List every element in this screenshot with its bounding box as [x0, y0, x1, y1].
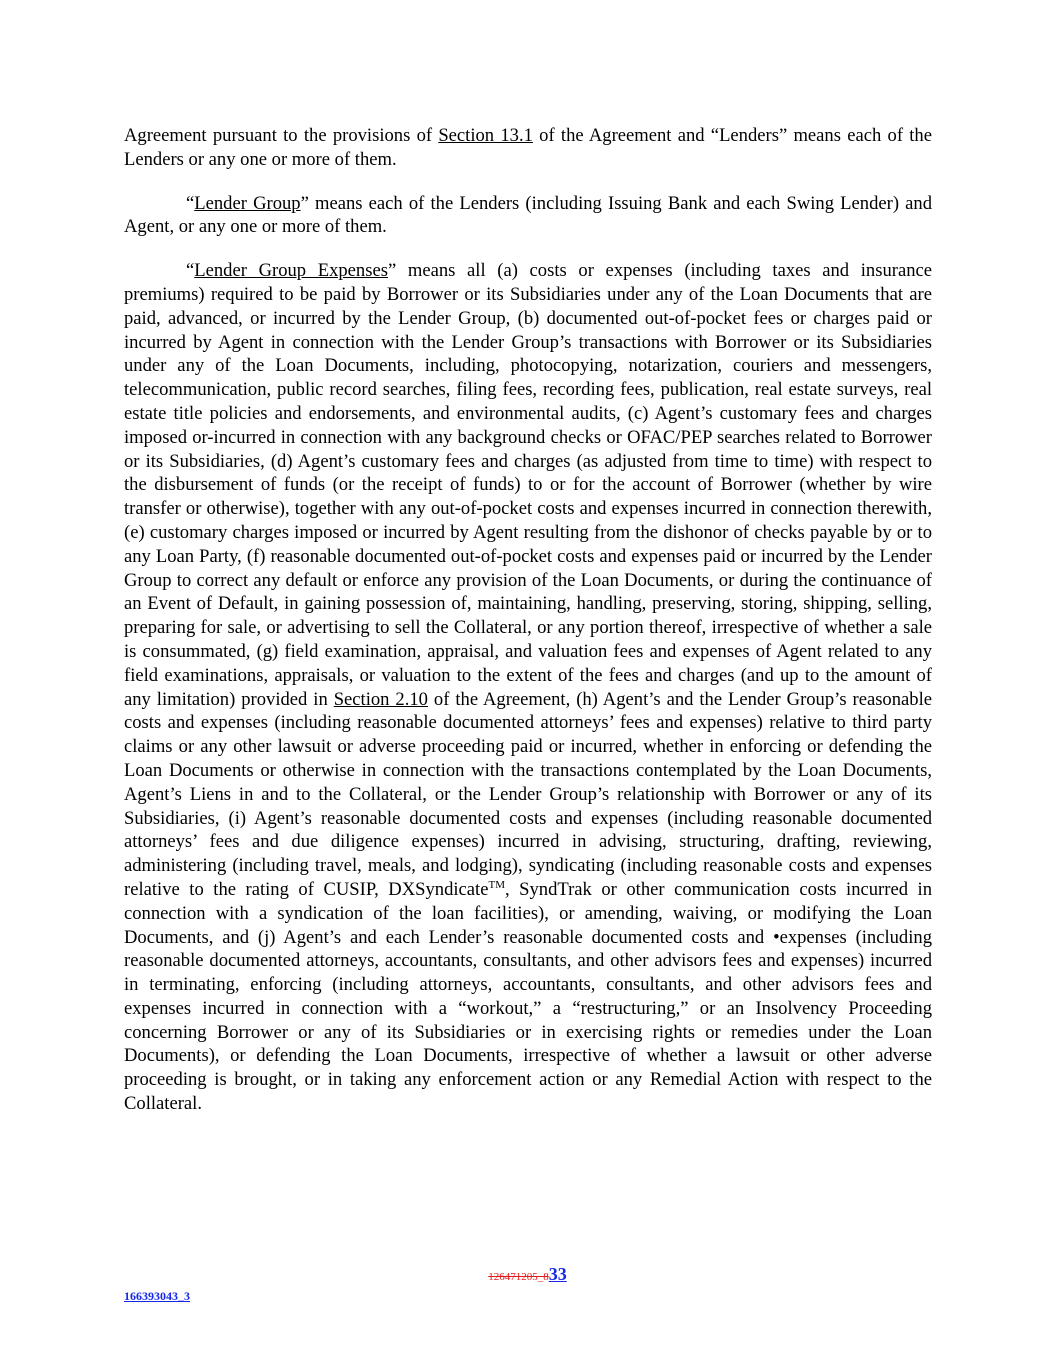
definition-text: of the Agreement, (h) Agent’s and the Lender Group’s reasonable costs and expenses (including reasonable documented attorneys’ fees and expenses) relative to third party claims or any other lawsuit or adverse proceeding paid or incurred, whether in enforcing or defending the Loan Documents or otherwise in connection with the transactions contemplated by the Loan Documents, Agent’s Liens in and to the Collateral, or the Lender Group’s relationship with Borrower or any of its Subsidiaries, (i) Agent’s reasonable documented costs and expenses (including reasonable documented attorneys’ fees and due diligence expenses) incurred in advising, structuring, drafting, reviewing, administering (including travel, meals, and lodging), syndicating (including reasonable costs and expenses relative to the rating of CUSIP, DXSyndicate	[124, 688, 932, 900]
trademark-superscript: TM	[488, 878, 505, 891]
open-quote: “	[186, 260, 195, 282]
definition-text: ” means all (a) costs or expenses (including taxes and insurance premiums) required to be paid by Borrower or its Subsidiaries under any of the Loan Documents that are paid, advanced, or incurred by the Lender Group, (b) documented out-of-pocket fees or charges paid or incurred by Agent in connection with the Lender Group’s transactions with Borrower or its Subsidiaries under any of the Loan Documents, including, photocopying, notarization, couriers and messengers, telecommunication, public record searches, filing fees, recording fees, publication, real estate surveys, real estate title policies and endorsements, and environmental audits, (c) Agent’s customary fees and charges imposed or-incurred in connection with any background checks or OFAC/PEP searches related to Borrower or its Subsidiaries, (d) Agent’s customary fees and charges (as adjusted from time to time) with respect to the disbursement of funds (or the receipt of funds) to or for the account of Borrower (whether by wire transfer or otherwise), together with any out-of-pocket costs and expenses incurred in connection therewith, (e) customary charges imposed or incurred by Agent resulting from the dishonor of checks payable by or to any Loan Party, (f) reasonable documented out-of-pocket costs and expenses paid or incurred by the Lender Group to correct any default or enforce any provision of the Loan Documents, or during the continuance of an Event of Default, in gaining possession of, maintaining, handling, preserving, storing, shipping, selling, preparing for sale, or advertising to sell the Collateral, or any portion thereof, irrespective of whether a sale is consummated, (g) field examination, appraisal, and valuation fees and expenses of Agent related to any field examinations, appraisals, or valuation to the extent of the fees and charges (and up to the amount of any limitation) provided in	[124, 260, 932, 710]
section-reference: Section 2.10	[333, 688, 428, 710]
definition-lender-group	[124, 192, 932, 240]
document-body	[124, 124, 932, 1136]
text-run: Agreement pursuant to the provisions of	[124, 125, 439, 146]
paragraph-lenders-continuation	[124, 124, 932, 172]
page-number: 33	[548, 1264, 567, 1284]
defined-term: Lender Group Expenses	[194, 260, 388, 282]
definition-text: ” means each of the Lenders (including Issuing Bank and each Swing Lender) and Agent, or any one or more of them.	[124, 192, 933, 238]
definition-lender-group-expenses	[124, 259, 932, 1116]
text-run: of the Agreement and “Lenders” means each of the Lenders or any one or more of them.	[124, 125, 932, 170]
defined-term: Lender Group	[194, 192, 301, 214]
deleted-page-id: 126471205_8	[488, 1271, 549, 1283]
open-quote: “	[186, 192, 195, 214]
page-footer	[0, 1264, 1055, 1285]
document-id: 166393043_3	[124, 1289, 190, 1303]
section-reference: Section 13.1	[438, 125, 533, 146]
definition-text: , SyndTrak or other communication costs incurred in connection with a syndication of the loan facilities), or amending, waiving, or modifying the Loan Documents, and (j) Agent’s and each Lender’s reasonable documented costs and •expenses (including reasonable documented attorneys, accountants, consultants, and other advisors fees and expenses) incurred in terminating, enforcing (including attorneys, accountants, consultants, and other advisors fees and expenses incurred in connection with a “workout,” a “restructuring,” or an Insolvency Proceeding concerning Borrower or any of its Subsidiaries or in exercising rights or remedies under the Loan Documents), or defending the Loan Documents, irrespective of whether a lawsuit or other adverse proceeding is brought, or in taking any enforcement action or any Remedial Action with respect to the Collateral.	[124, 878, 932, 1115]
